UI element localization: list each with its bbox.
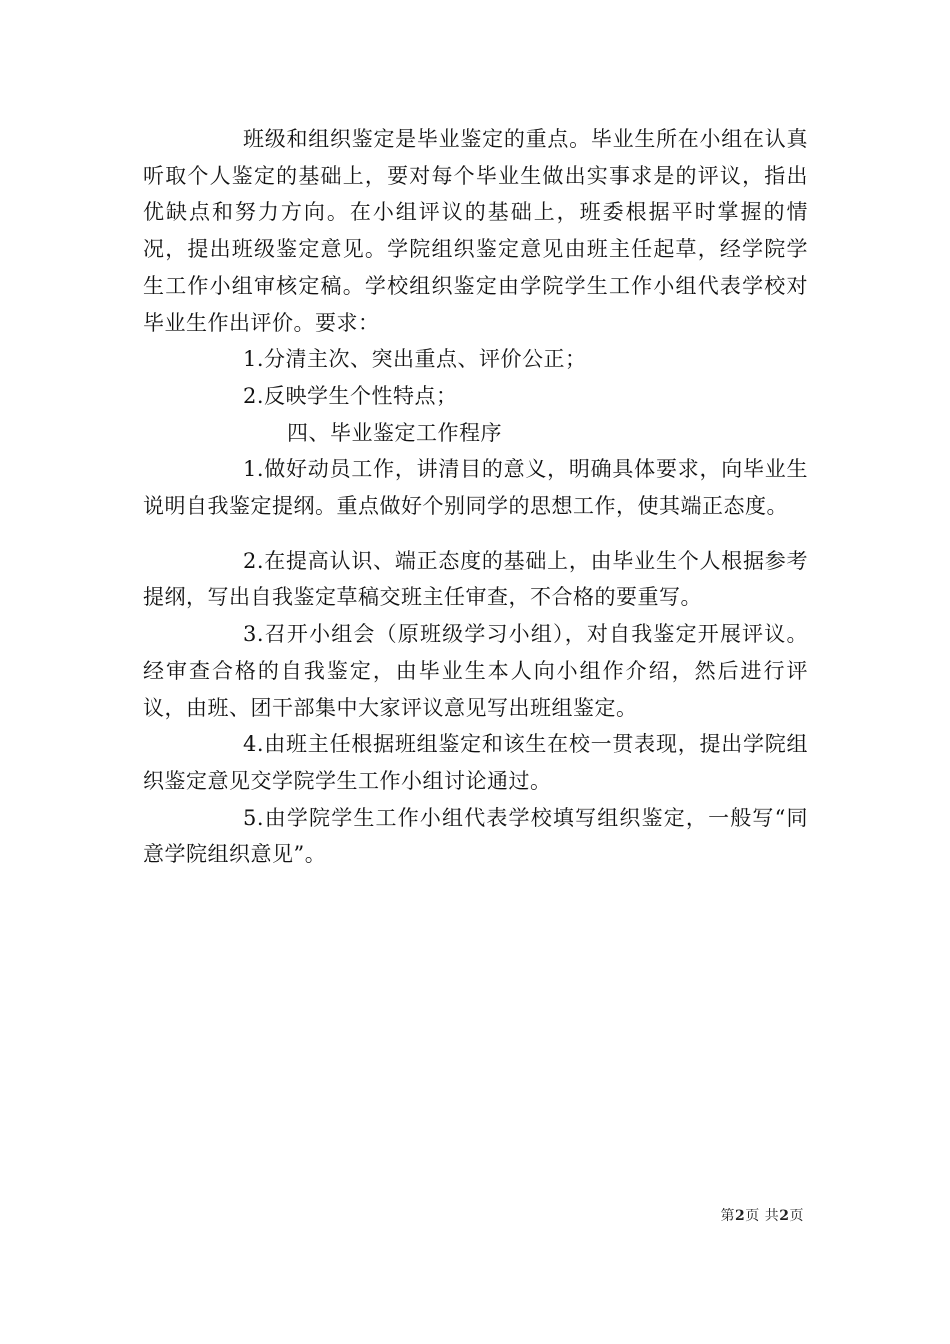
procedure-step-3: 3.召开小组会（原班级学习小组），对自我鉴定开展评议。经审查合格的自我鉴定，由毕业生本人向小组作介绍，然后进行评议，由班、团干部集中大家评议意见写出班组鉴定。 [143,622,808,720]
paragraph-gap [143,525,808,543]
procedure-step-1: 1.做好动员工作，讲清目的意义，明确具体要求，向毕业生说明自我鉴定提纲。重点做好个别同学的思想工作，使其端正态度。 [143,457,808,519]
footer-page-number: 2 [735,1208,746,1224]
procedure-step-4: 4.由班主任根据班组鉴定和该生在校一贯表现，提出学院组织鉴定意见交学院学生工作小组讨论通过。 [143,732,808,793]
document-body [143,121,808,873]
section-heading-procedure: 四、毕业鉴定工作程序 [287,420,502,445]
footer-total-pages: 2 [779,1208,790,1224]
footer-middle: 页 共 [745,1208,780,1224]
requirement-item-1: 1.分清主次、突出重点、评价公正； [243,347,587,372]
footer-prefix: 第 [720,1208,736,1224]
procedure-step-5: 5.由学院学生工作小组代表学校填写组织鉴定，一般写“同意学院组织意见”。 [143,805,808,867]
page-footer [721,1205,804,1225]
paragraph-class-evaluation: 班级和组织鉴定是毕业鉴定的重点。毕业生所在小组在认真听取个人鉴定的基础上，要对每个毕业生做出实事求是的评议，指出优缺点和努力方向。在小组评议的基础上，班委根据平时掌握的情况，提出班级鉴定意见。学院组织鉴定意见由班主任起草，经学院学生工作小组审核定稿。学校组织鉴定由学院学生工作小组代表学校对毕业生作出评价。要求： [143,127,808,335]
requirement-item-2: 2.反映学生个性特点； [243,383,458,408]
footer-suffix: 页 [789,1208,804,1224]
procedure-step-2: 2.在提高认识、端正态度的基础上，由毕业生个人根据参考提纲，写出自我鉴定草稿交班主任审查，不合格的要重写。 [143,548,808,610]
